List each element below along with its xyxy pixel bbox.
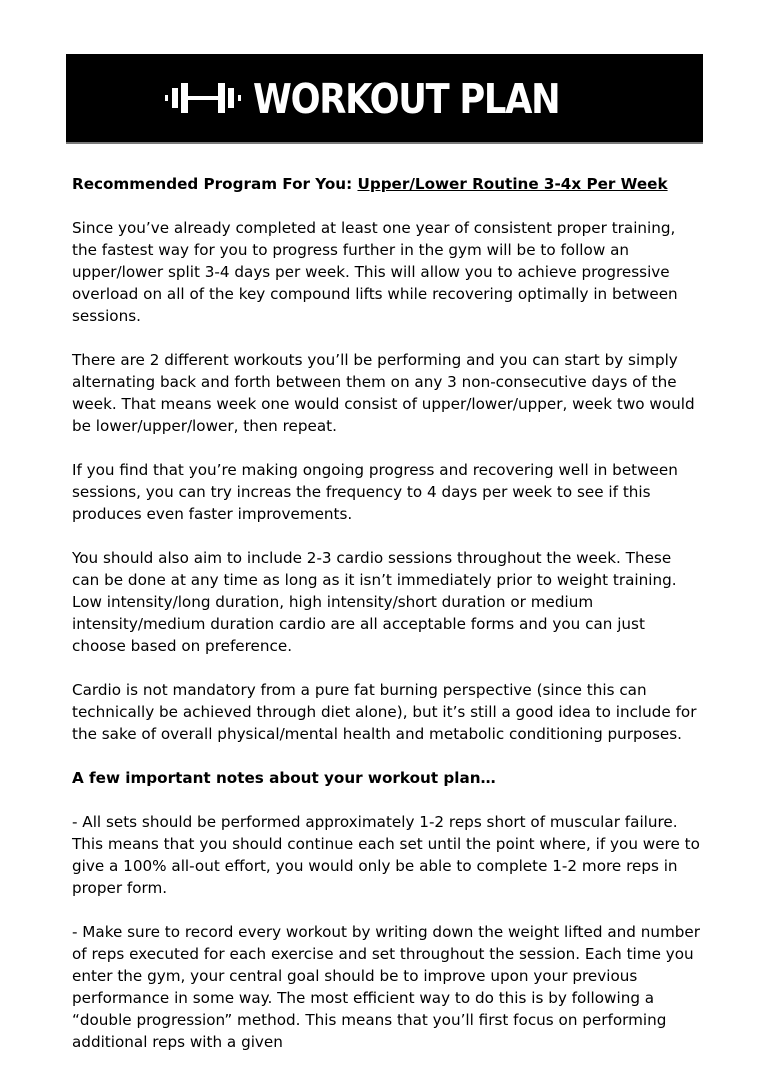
- frequency-paragraph: If you find that you’re making ongoing progress and recovering well in between sessions, you can try increas the frequency to 4 days per week to see if this produces even faster improvements.: [72, 461, 678, 523]
- document-body: [72, 173, 702, 1075]
- cardio-note-paragraph: Cardio is not mandatory from a pure fat burning perspective (since this can technically be achieved through diet alone), but it’s still a good idea to include for the sake of overall physical/mental health and metabolic conditioning purposes.: [72, 681, 697, 743]
- cardio-paragraph: You should also aim to include 2-3 cardio sessions throughout the week. These can be done at any time as long as it isn’t immediately prior to weight training. Low intensity/long duration, high intensity/short duration or medium intensity/medium duration cardio are all acceptable forms and you can just choose based on preference.: [72, 549, 677, 655]
- header-content: [165, 74, 609, 123]
- notes-heading: A few important notes about your workout plan…: [72, 769, 496, 787]
- note-item: - All sets should be performed approximately 1-2 reps short of muscular failure. This means that you should continue each set until the point where, if you were to give a 100% all-out effort, you would only be able to complete 1-2 more reps in proper form.: [72, 813, 700, 897]
- page-title: WORKOUT PLAN: [253, 74, 560, 123]
- workouts-paragraph: There are 2 different workouts you’ll be performing and you can start by simply alternating back and forth between them on any 3 non-consecutive days of the week. That means week one would consist of upper/lower/upper, week two would be lower/upper/lower, then repeat.: [72, 351, 695, 435]
- dumbbell-icon: [165, 80, 241, 116]
- program-label: Recommended Program For You:: [72, 175, 358, 193]
- program-heading: [72, 173, 702, 195]
- note-item: - Make sure to record every workout by writing down the weight lifted and number of reps executed for each exercise and set throughout the session. Each time you enter the gym, your central goal should be to improve upon your previous performance in some way. The most efficient way to do this is by following a “double progression” method. This means that you’ll first focus on performing additional reps with a given: [72, 923, 700, 1051]
- program-name: Upper/Lower Routine 3-4x Per Week: [357, 175, 668, 193]
- header-banner: [66, 54, 703, 144]
- intro-paragraph: Since you’ve already completed at least one year of consistent proper training, the fastest way for you to progress further in the gym will be to follow an upper/lower split 3-4 days per week. This will allow you to achieve progressive overload on all of the key compound lifts while recovering optimally in between sessions.: [72, 219, 678, 325]
